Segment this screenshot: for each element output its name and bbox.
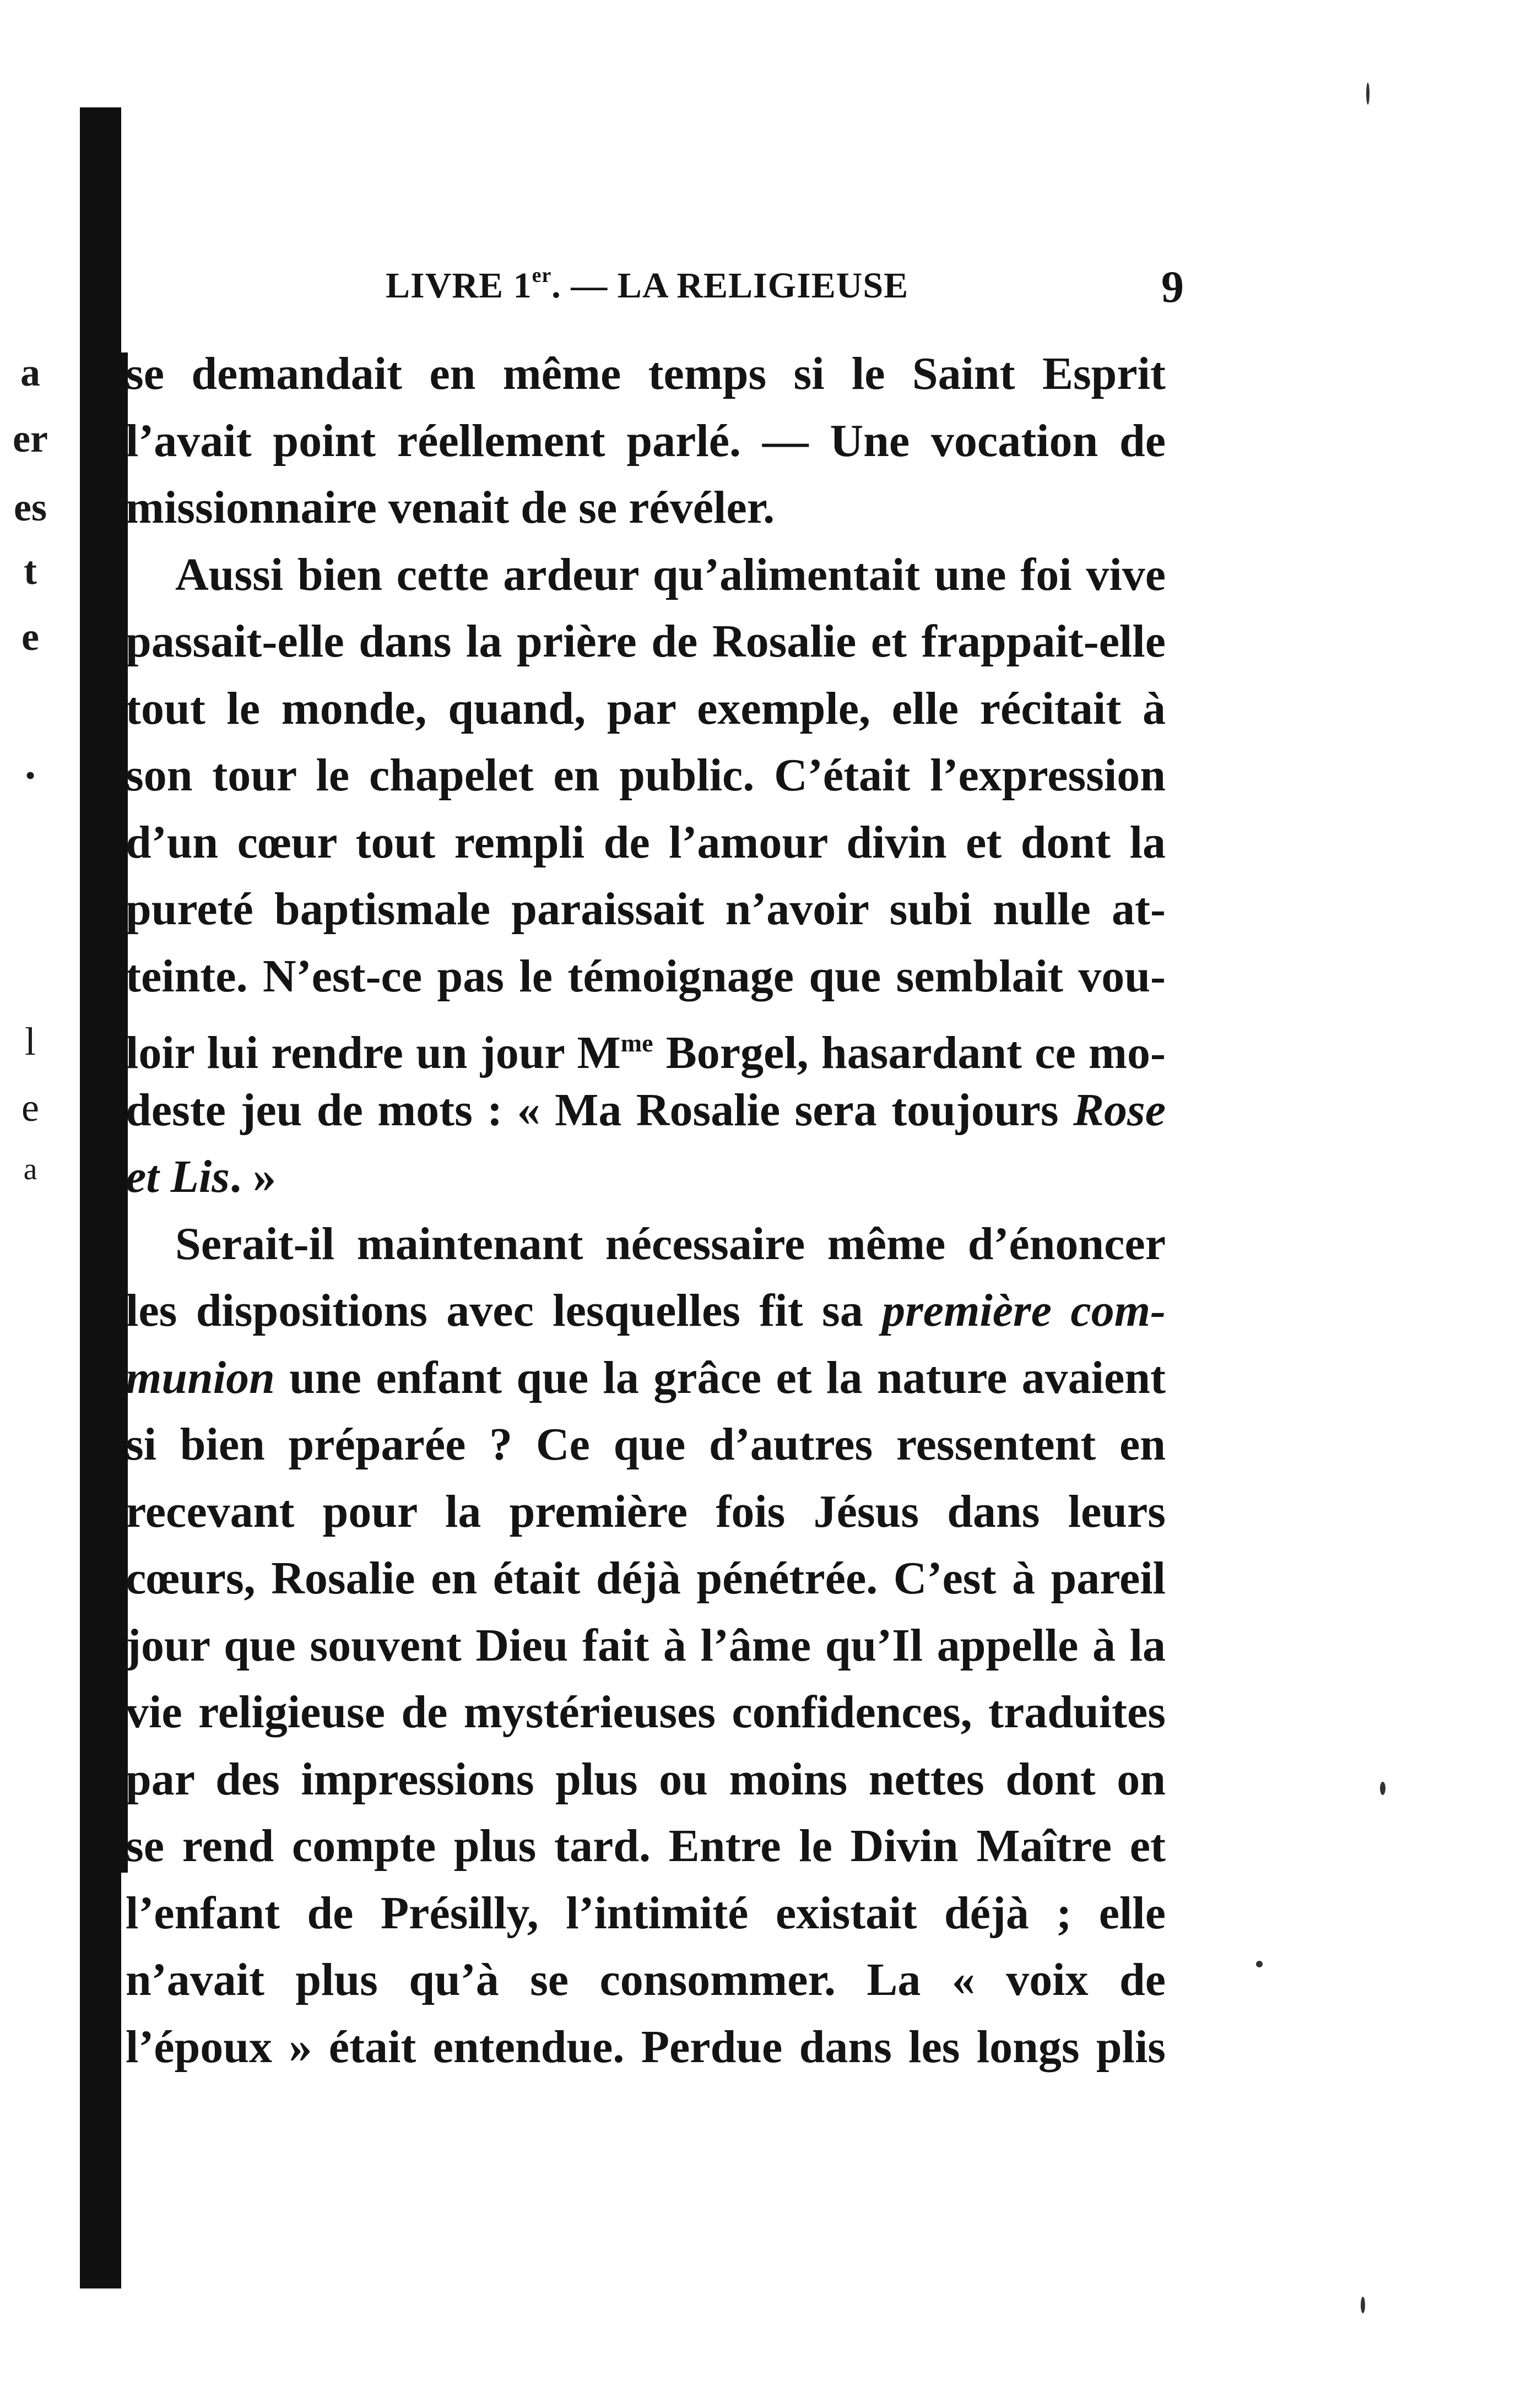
italic-text: munion [126,1352,275,1403]
header-chapter: LA RELIGIEUSE [617,265,909,306]
scan-speck [1361,2297,1365,2313]
text-line: son tour le chapelet en public. C’était l’expression [126,750,1166,801]
italic-text: première com- [882,1285,1166,1336]
facing-page-letter: t [24,549,37,593]
facing-page-letter: es [14,485,47,529]
text-line: passait-elle dans la prière de Rosalie et frappait-elle [126,616,1166,667]
text-line [126,1077,1166,1144]
text-line: cœurs, Rosalie en était déjà pénétrée. C’est à pareil [126,1553,1166,1604]
text-fragment: . » [229,1151,276,1202]
header-separator: . — [551,265,608,306]
text-line: par des impressions plus ou moins nettes dont on [126,1753,1166,1805]
facing-page-letter: l [24,1019,36,1064]
facing-page-letter: e [21,615,39,659]
header-book: LIVRE [386,265,504,306]
header-book-ordinal: 1 [513,265,532,306]
text-line: missionnaire venait de se révéler. [126,482,775,533]
text-line: Aussi bien cette ardeur qu’alimentait une foi vive [175,549,1166,600]
facing-page-letter: a [20,350,40,394]
text-line: si bien préparée ? Ce que d’autres ressentent en [126,1419,1166,1470]
text-line: vie religieuse de mystérieuses confidences, traduites [126,1686,1166,1738]
header-title [386,263,908,307]
text-fragment: deste jeu de mots : « Ma Rosalie sera toujours [126,1084,1073,1136]
scan-speck [1380,1782,1385,1795]
scan-speck [1366,83,1370,105]
page-number: 9 [1161,262,1184,312]
text-line: l’enfant de Présilly, l’intimité existait déjà ; elle [126,1887,1166,1939]
text-line: tout le monde, quand, par exemple, elle récitait à [126,682,1166,734]
italic-text: Rose [1073,1084,1166,1136]
scan-speck [1256,1961,1263,1967]
text-line [126,1277,1166,1344]
text-line: pureté baptismale paraissait n’avoir subi nulle at- [126,883,1166,935]
body-text [126,340,1166,2080]
text-line [126,1010,1166,1077]
text-fragment: les dispositions avec lesquelles fit sa [126,1285,883,1336]
text-line: teinte. N’est-ce pas le témoignage que semblait vou- [126,950,1166,1002]
text-fragment: loir lui rendre un jour M [126,1027,621,1078]
text-line: l’époux » était entendue. Perdue dans les longs plis [126,2021,1166,2073]
text-line: recevant pour la première fois Jésus dans leurs [126,1485,1166,1537]
text-line: se demandait en même temps si le Saint Esprit [126,348,1166,399]
text-line [126,1143,1166,1211]
text-line: l’avait point réellement parlé. — Une vocation de [126,415,1166,467]
header-book-ordinal-sup: er [532,264,552,287]
text-line: d’un cœur tout rempli de l’amour divin et dont la [126,816,1166,868]
superscript: me [620,1029,653,1057]
text-line: se rend compte plus tard. Entre le Divin Maître et [126,1820,1166,1872]
facing-page-letter: a [23,1152,37,1186]
text-line [126,1344,1166,1412]
text-line: n’avait plus qu’à se consommer. La « voix de [126,1954,1166,2005]
italic-text: et Lis [126,1151,230,1202]
text-fragment: une enfant que la grâce et la nature avaient [274,1352,1166,1403]
running-header [386,263,1184,324]
facing-page-letter: er [13,416,48,460]
facing-page-letter: • [25,761,35,790]
text-fragment: Borgel, hasardant ce mo- [653,1027,1166,1078]
facing-page-letter: e [21,1086,39,1130]
text-line: jour que souvent Dieu fait à l’âme qu’Il appelle à la [126,1619,1166,1671]
text-line: Serait-il maintenant nécessaire même d’énoncer [175,1218,1166,1270]
